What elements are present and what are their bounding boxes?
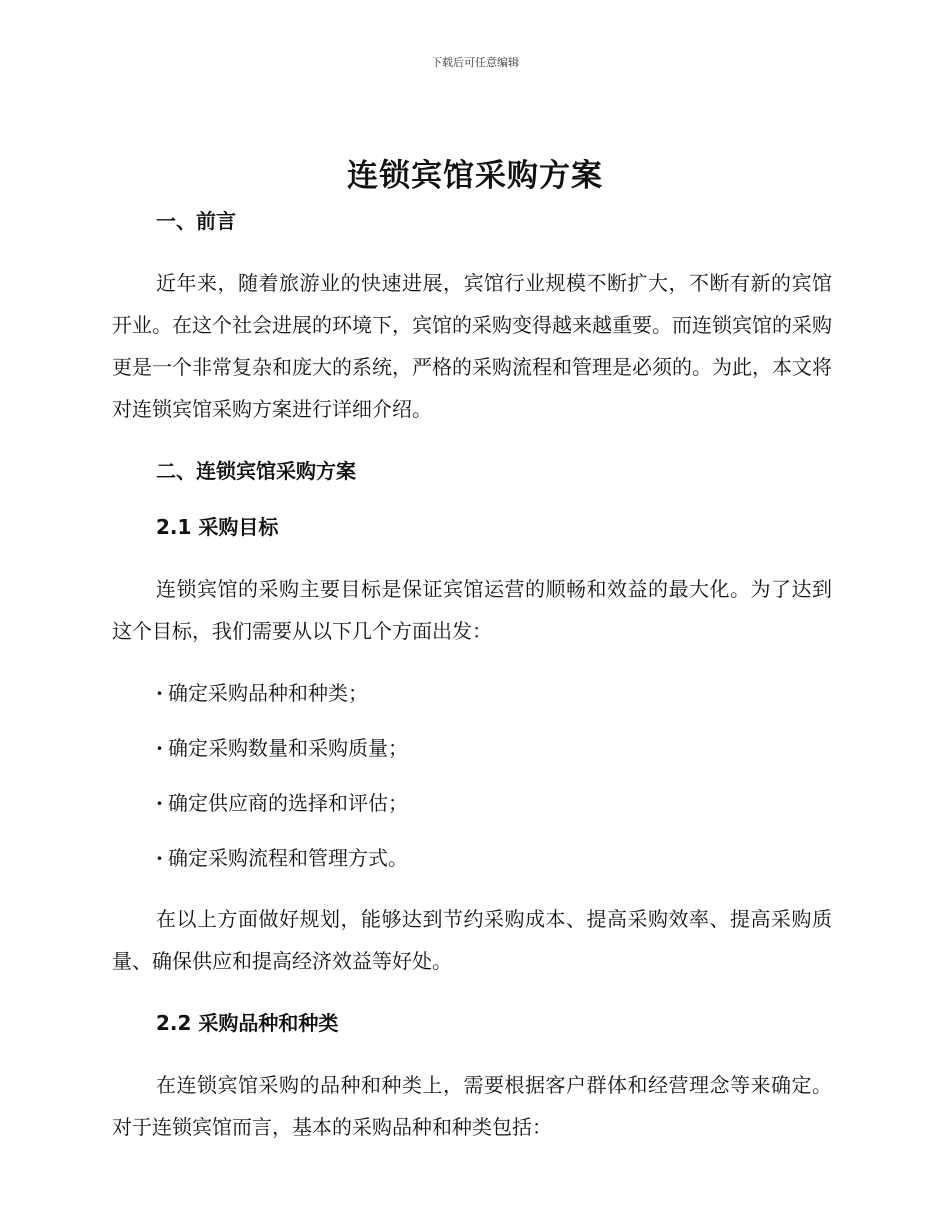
list-item [156, 843, 832, 873]
section-heading-preface: 一、前言 [156, 209, 236, 233]
preface-paragraph: 近年来，随着旅游业的快速进展，宾馆行业规模不断扩大，不断有新的宾馆开业。在这个社会进展的环境下，宾馆的采购变得越来越重要。而连锁宾馆的采购更是一个非常复杂和庞大的系统，严格的采购流程和管理是必须的。为此，本文将对连锁宾馆采购方案进行详细介绍。 [112, 271, 832, 421]
goals-paragraph: 连锁宾馆的采购主要目标是保证宾馆运营的顺畅和效益的最大化。为了达到这个目标，我们需要从以下几个方面出发： [112, 577, 832, 643]
bullet-marker: · [156, 846, 163, 870]
document-title: 连锁宾馆采购方案 [347, 158, 603, 194]
header-note: 下载后可任意编辑 [431, 56, 519, 69]
bullet-marker: · [156, 681, 163, 705]
subsection-heading-goals: 2.1 采购目标 [156, 515, 279, 539]
list-item-text: 确定采购数量和采购质量； [168, 736, 408, 760]
document-body [112, 206, 832, 1148]
list-item-text: 确定供应商的选择和评估； [168, 791, 408, 815]
list-item-text: 确定采购流程和管理方式。 [168, 846, 408, 870]
categories-paragraph: 在连锁宾馆采购的品种和种类上，需要根据客户群体和经营理念等来确定。对于连锁宾馆而言，基本的采购品种和种类包括： [112, 1073, 832, 1139]
list-item [156, 788, 832, 818]
list-item-text: 确定采购品种和种类； [168, 681, 368, 705]
bullet-marker: · [156, 736, 163, 760]
bullet-marker: · [156, 791, 163, 815]
list-item [156, 733, 832, 763]
list-item [156, 678, 832, 708]
goals-conclusion-paragraph: 在以上方面做好规划，能够达到节约采购成本、提高采购效率、提高采购质量、确保供应和提高经济效益等好处。 [112, 907, 832, 973]
section-heading-plan: 二、连锁宾馆采购方案 [156, 459, 356, 483]
subsection-heading-categories: 2.2 采购品种和种类 [156, 1011, 339, 1035]
